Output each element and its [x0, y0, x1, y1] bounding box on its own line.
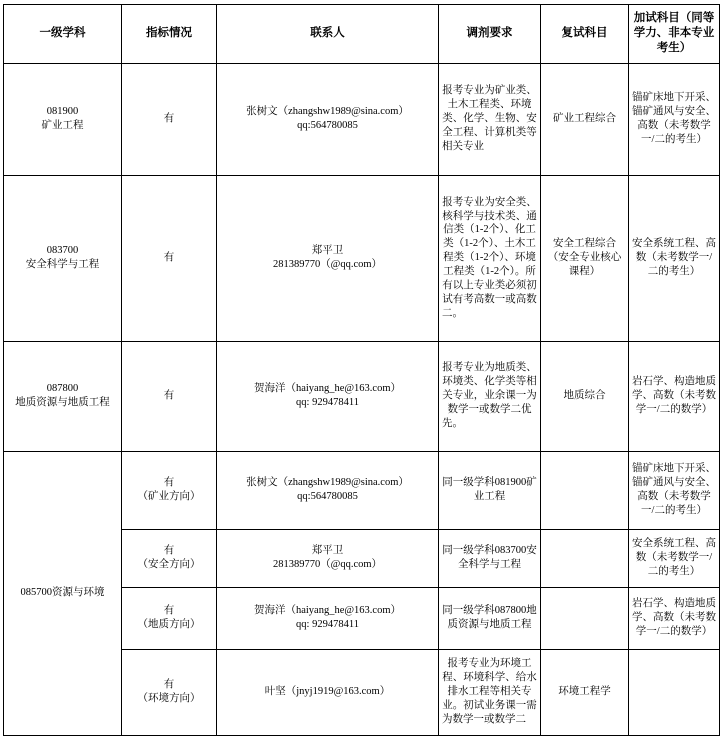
- cell-extra-subject: 岩石学、构造地质学、高数（未考数学一/二的数学）: [629, 341, 720, 451]
- contact-name: 叶坚（jnyj1919@163.com）: [264, 686, 391, 698]
- cell-extra-subject: 安全系统工程、高数（未考数学一/二的考生）: [629, 175, 720, 341]
- cell-extra-subject: 锚矿床地下开采、锚矿通风与安全、高数（未考数学一/二的考生）: [629, 63, 720, 175]
- discipline-code: 081900: [46, 106, 79, 118]
- discipline-name: 矿业工程: [41, 120, 84, 132]
- cell-retest-subject: [541, 529, 629, 587]
- cell-contact: [217, 649, 439, 735]
- cell-contact: [217, 175, 439, 341]
- cell-quota: [122, 649, 217, 735]
- cell-requirement: 同一级学科081900矿业工程: [439, 451, 541, 529]
- cell-requirement: 报考专业为矿业类、土木工程类、环境类、化学、生物、安全工程、计算机类等相关专业: [439, 63, 541, 175]
- quota-direction: （安全方向）: [137, 559, 201, 571]
- header-retest-subject: 复试科目: [541, 5, 629, 64]
- contact-qq: qq: 929478411: [296, 619, 359, 631]
- cell-requirement: 报考专业为安全类、核科学与技术类、通信类（1-2个）、化工类（1-2个）、土木工程类（1-2个）、环境工程类（1-2个）。所有以上专业类必须初试有考高数一或高数二。: [439, 175, 541, 341]
- cell-retest-subject: [541, 587, 629, 649]
- quota-value: 有: [163, 679, 175, 691]
- contact-name: 郑平卫: [311, 545, 344, 557]
- discipline-code: 085700: [20, 587, 52, 599]
- header-extra-subject: 加试科目（同等学力、非本专业考生）: [629, 5, 720, 64]
- cell-retest-subject: 矿业工程综合: [541, 63, 629, 175]
- contact-qq: 281389770（@qq.com）: [272, 259, 383, 271]
- cell-quota: 有: [122, 63, 217, 175]
- cell-contact: [217, 587, 439, 649]
- table-row: [4, 451, 720, 529]
- cell-retest-subject: 安全工程综合（安全专业核心课程）: [541, 175, 629, 341]
- cell-retest-subject: [541, 451, 629, 529]
- header-contact: 联系人: [217, 5, 439, 64]
- cell-retest-subject: 地质综合: [541, 341, 629, 451]
- cell-requirement: 报考专业为环境工程、环境科学、给水排水工程等相关专业。初试业务课一需为数学一或数学二: [439, 649, 541, 735]
- cell-quota: 有: [122, 341, 217, 451]
- cell-contact: [217, 451, 439, 529]
- cell-extra-subject: 岩石学、构造地质学、高数（未考数学一/二的数学）: [629, 587, 720, 649]
- cell-quota: [122, 451, 217, 529]
- cell-contact: 张树文（zhangshw1989@sina.com）qq:564780085: [217, 63, 439, 175]
- contact-qq: qq:564780085: [297, 491, 358, 503]
- quota-direction: （环境方向）: [137, 693, 201, 705]
- cell-contact: [217, 341, 439, 451]
- quota-value: 有: [163, 545, 175, 557]
- cell-extra-subject: 安全系统工程、高数（未考数学一/二的考生）: [629, 529, 720, 587]
- cell-requirement: 同一级学科083700安全科学与工程: [439, 529, 541, 587]
- table-row: [4, 63, 720, 175]
- cell-requirement: 同一级学科087800地质资源与地质工程: [439, 587, 541, 649]
- cell-discipline: [4, 175, 122, 341]
- cell-extra-subject: 锚矿床地下开采、锚矿通风与安全、高数（未考数学一/二的考生）: [629, 451, 720, 529]
- contact-qq: 281389770（@qq.com）: [272, 559, 383, 571]
- adjustment-info-table: [3, 4, 720, 736]
- discipline-name: 安全科学与工程: [25, 259, 100, 271]
- contact-name: 贺海洋（haiyang_he@163.com）: [253, 605, 402, 617]
- cell-quota: 有: [122, 175, 217, 341]
- cell-discipline: [4, 341, 122, 451]
- cell-discipline: [4, 451, 122, 735]
- cell-extra-subject: [629, 649, 720, 735]
- cell-quota: [122, 529, 217, 587]
- discipline-name: 资源与环境: [52, 587, 105, 599]
- quota-direction: （地质方向）: [137, 619, 201, 631]
- discipline-code: 087800: [46, 383, 79, 395]
- table-header-row: [4, 5, 720, 64]
- quota-value: 有: [163, 605, 175, 617]
- discipline-code-name: [7, 586, 118, 600]
- contact-name: 郑平卫: [311, 245, 344, 257]
- discipline-code: 083700: [46, 245, 79, 257]
- contact-name: 贺海洋（haiyang_he@163.com）: [253, 383, 402, 395]
- header-discipline: 一级学科: [4, 5, 122, 64]
- cell-retest-subject: 环境工程学: [541, 649, 629, 735]
- table-row: [4, 175, 720, 341]
- quota-value: 有: [163, 477, 175, 489]
- cell-contact: [217, 529, 439, 587]
- contact-qq: qq: 929478411: [296, 397, 359, 409]
- cell-requirement: 报考专业为地质类、环境类、化学类等相关专业，业余课一为数学一或数学二优先。: [439, 341, 541, 451]
- quota-direction: （矿业方向）: [137, 491, 201, 503]
- table-row: [4, 341, 720, 451]
- cell-quota: [122, 587, 217, 649]
- discipline-name: 地质资源与地质工程: [15, 397, 110, 409]
- contact-name: 张树文（zhangshw1989@sina.com）: [246, 477, 409, 489]
- header-requirement: 调剂要求: [439, 5, 541, 64]
- cell-discipline: [4, 63, 122, 175]
- header-quota: 指标情况: [122, 5, 217, 64]
